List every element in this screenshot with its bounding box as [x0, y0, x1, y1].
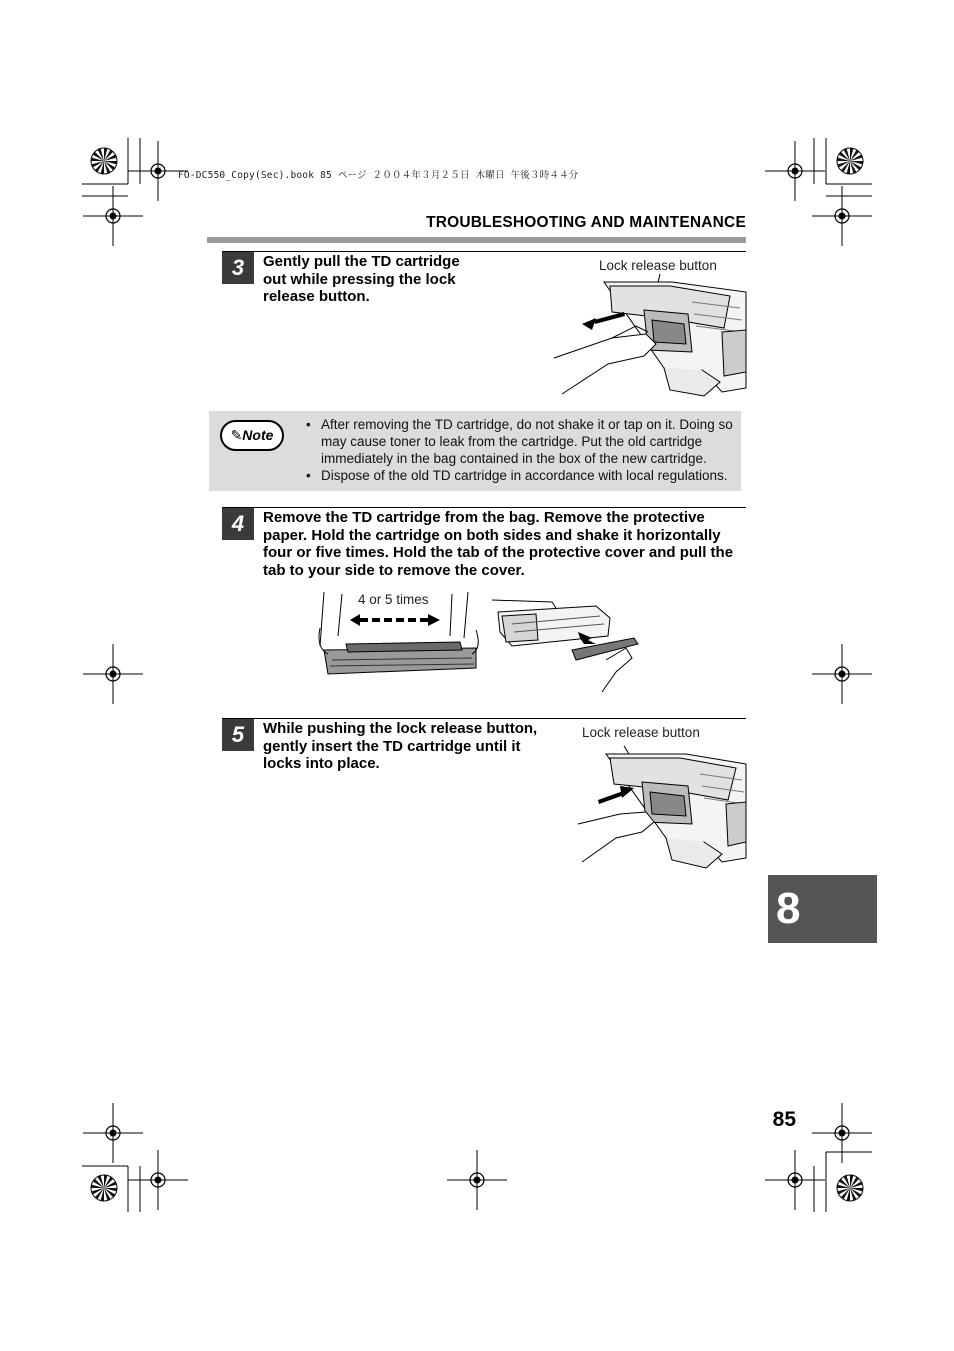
pencil-icon: ✎: [230, 427, 243, 443]
note-item: • After removing the TD cartridge, do not shake it or tap on it. Doing so may cause toner to leak from the cartridge. Put the old cartridge immediately in the bag contained in the box of the new cartridge.: [306, 416, 738, 467]
step-3-illustration: [552, 272, 746, 396]
step-4-illustration: [316, 588, 646, 700]
step-5-text: While pushing the lock release button, gently insert the TD cartridge until it locks into place.: [263, 720, 538, 772]
step-5-callout: Lock release button: [582, 725, 700, 740]
step-5-rule: [222, 718, 746, 719]
note-badge-label: Note: [242, 427, 274, 443]
note-item: • Dispose of the old TD cartridge in accordance with local regulations.: [306, 467, 738, 484]
step-4-rule: [222, 507, 746, 508]
step-3-rule: [222, 251, 746, 252]
step-3-callout: Lock release button: [599, 258, 717, 273]
chapter-tab: 8: [768, 875, 877, 943]
step-3-number: 3: [222, 252, 254, 284]
title-bar: [207, 237, 746, 243]
print-info: FO-DC550_Copy(Sec).book 85 ページ ２００４年３月２５日 木曜日 午後３時４４分: [178, 170, 579, 181]
step-5-illustration: [576, 744, 746, 874]
step-4-number: 4: [222, 508, 254, 540]
note-badge: [220, 420, 284, 451]
step-3-text: Gently pull the TD cartridge out while pressing the lock release button.: [263, 253, 460, 305]
step-4-text: Remove the TD cartridge from the bag. Remove the protective paper. Hold the cartridge on both sides and shake it horizontally four or five times. Hold the tab of the protective cover and pull the tab to your side to remove the cover.: [263, 509, 734, 579]
step-4-callout: 4 or 5 times: [358, 592, 429, 607]
note-list: [306, 416, 738, 484]
section-title: TROUBLESHOOTING AND MAINTENANCE: [426, 214, 746, 231]
step-5-number: 5: [222, 719, 254, 751]
page-number: 85: [772, 1108, 796, 1131]
